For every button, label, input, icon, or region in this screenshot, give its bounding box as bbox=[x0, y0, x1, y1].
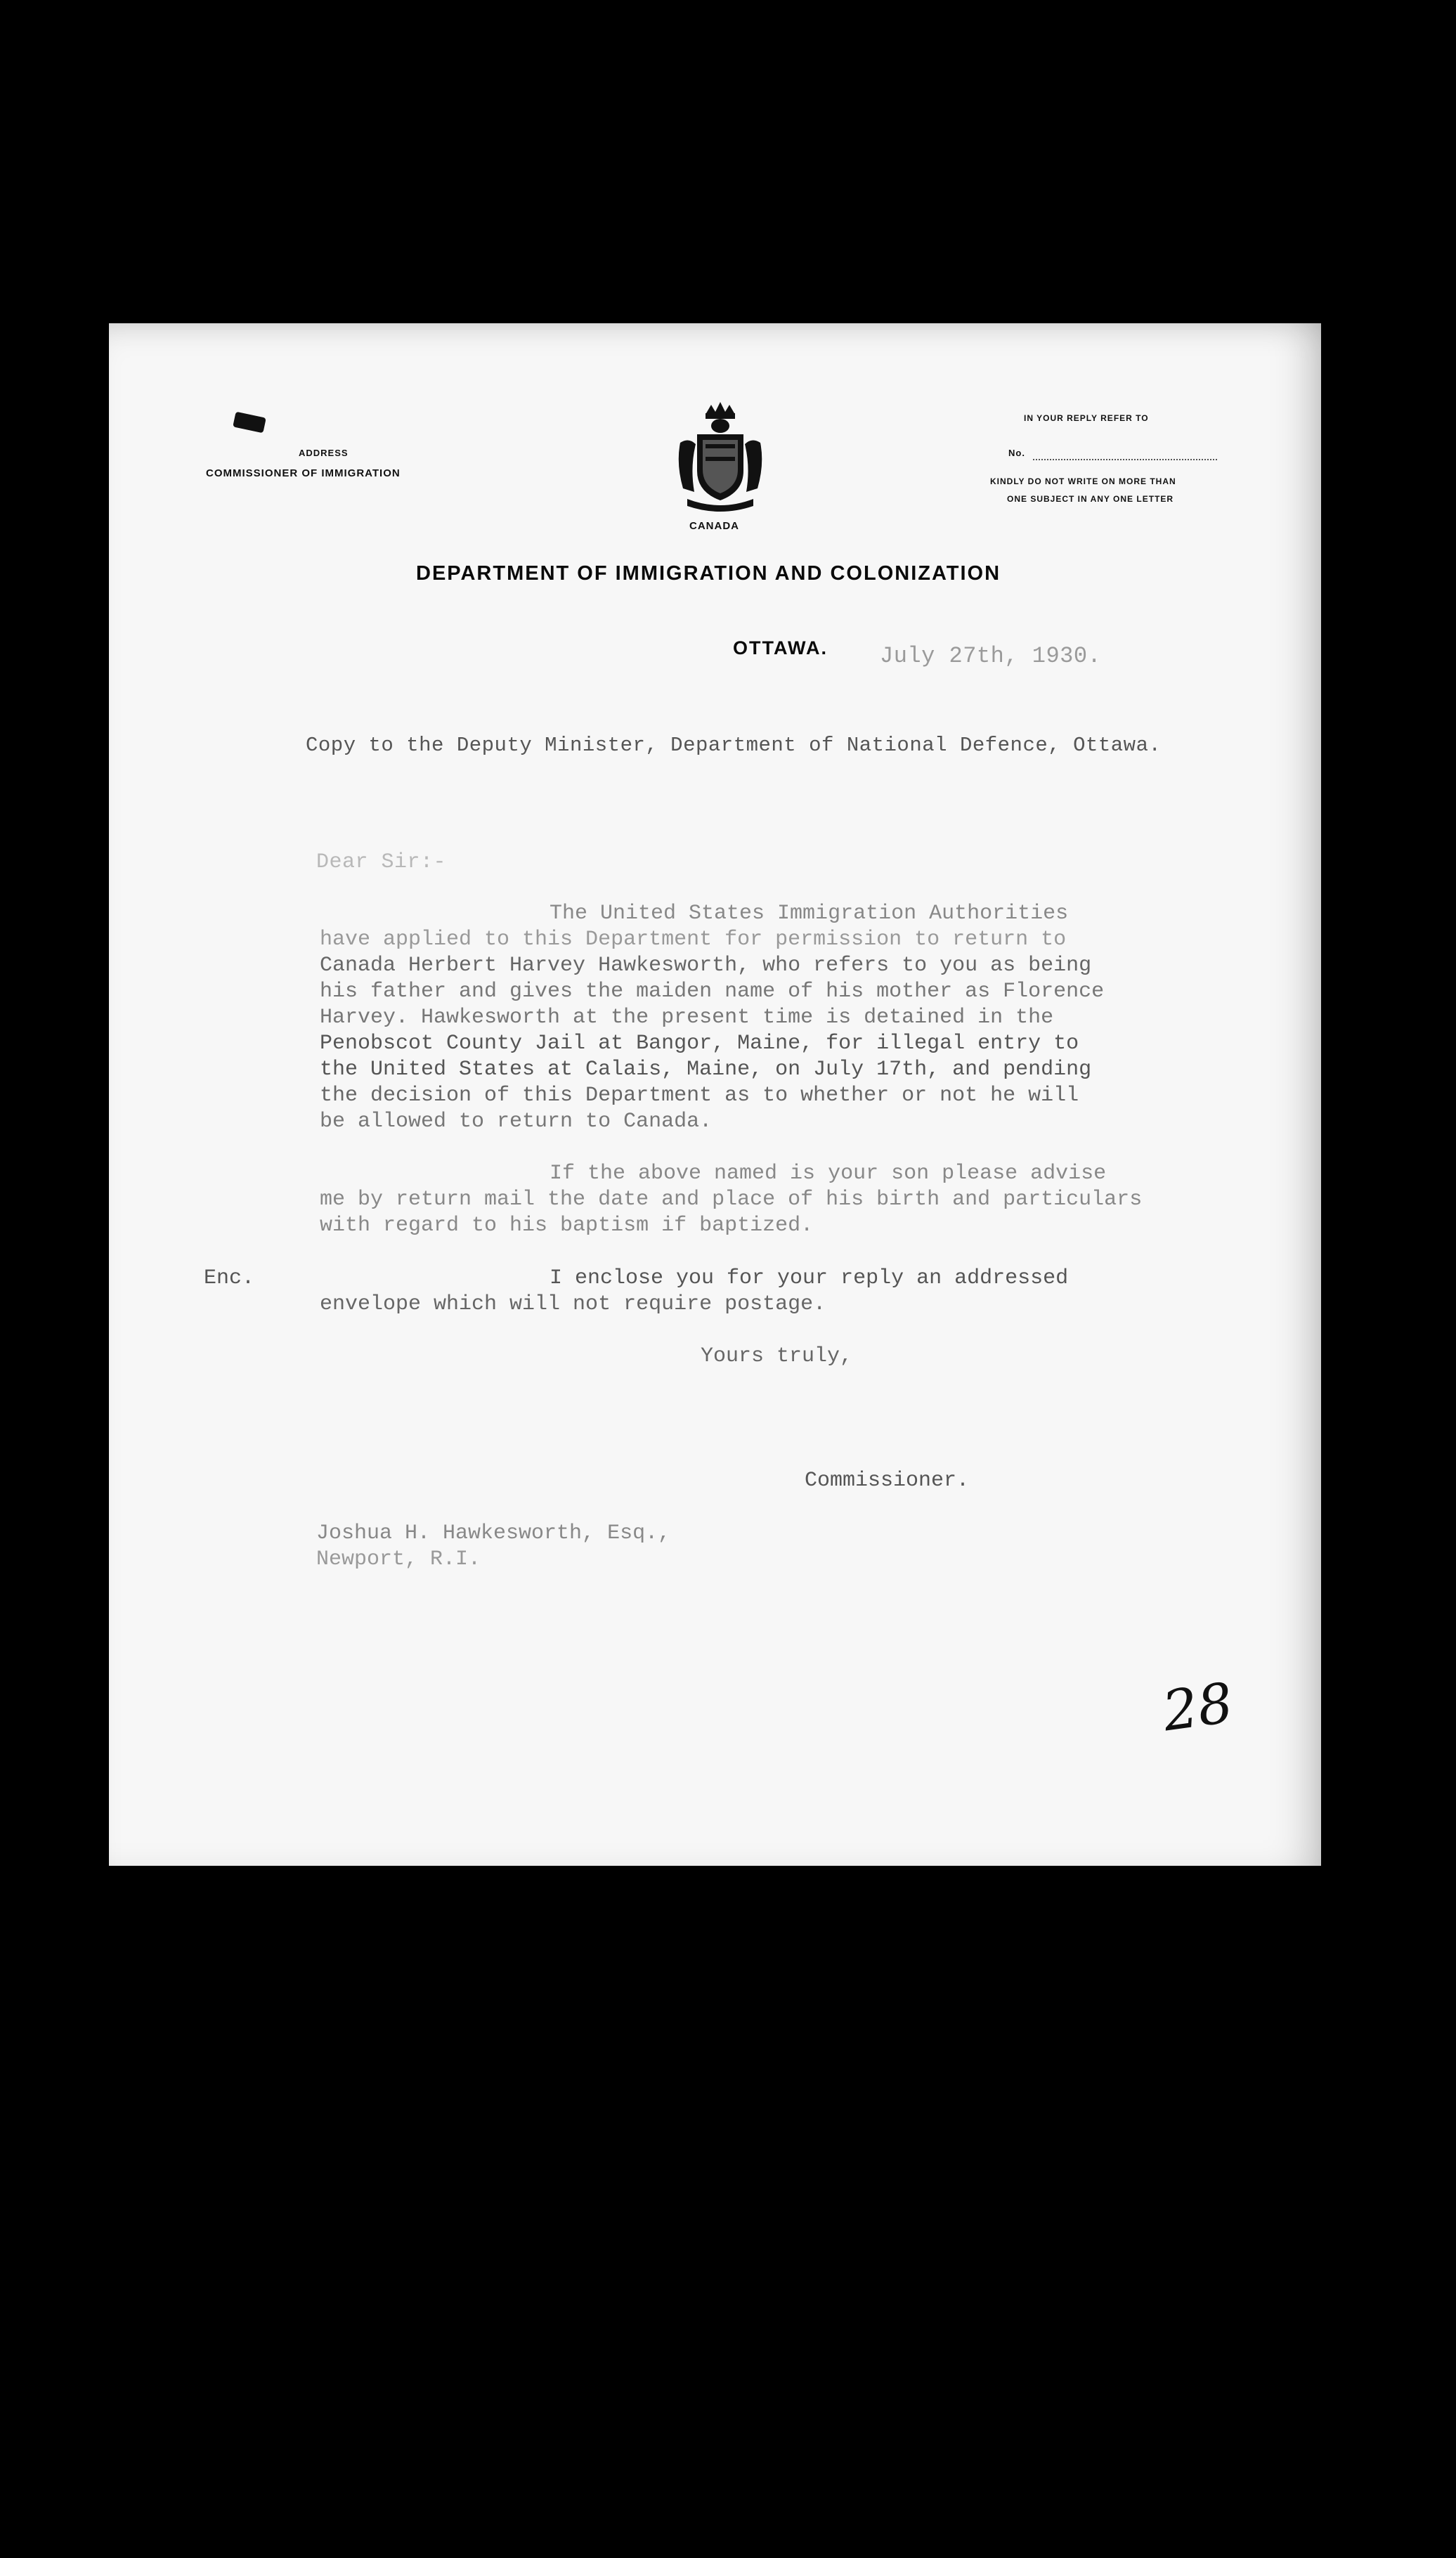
crest-caption: CANADA bbox=[689, 520, 739, 532]
coat-of-arms-icon bbox=[675, 401, 766, 513]
reply-note-2: ONE SUBJECT IN ANY ONE LETTER bbox=[1007, 494, 1174, 504]
closing: Yours truly, bbox=[701, 1344, 853, 1368]
text-line: Penobscot County Jail at Bangor, Maine, for illegal entry to bbox=[320, 1032, 1079, 1056]
recipient-name: Joshua H. Hawkesworth, Esq., bbox=[316, 1521, 671, 1545]
text-line: his father and gives the maiden name of his mother as Florence bbox=[320, 980, 1105, 1004]
text-line: with regard to his baptism if baptized. bbox=[320, 1214, 814, 1238]
text-line: Harvey. Hawkesworth at the present time is detained in the bbox=[320, 1006, 1054, 1030]
text-line: I enclose you for your reply an addressed bbox=[550, 1266, 1069, 1290]
reply-no: No. bbox=[1008, 448, 1025, 458]
page-mark: 28 bbox=[1159, 1671, 1237, 1744]
ink-mark bbox=[233, 412, 266, 434]
reply-heading: IN YOUR REPLY REFER TO bbox=[1024, 413, 1149, 423]
date: July 27th, 1930. bbox=[880, 643, 1102, 669]
department-title: DEPARTMENT OF IMMIGRATION AND COLONIZATION bbox=[416, 562, 1001, 585]
text-line: me by return mail the date and place of his birth and particulars bbox=[320, 1188, 1143, 1212]
text-line: The United States Immigration Authorities bbox=[550, 902, 1069, 926]
text-line: the United States at Calais, Maine, on July 17th, and pending bbox=[320, 1058, 1092, 1082]
text-line: have applied to this Department for permission to return to bbox=[320, 928, 1067, 952]
copy-line: Copy to the Deputy Minister, Department of National Defence, Ottawa. bbox=[306, 734, 1162, 757]
city: OTTAWA. bbox=[733, 637, 828, 658]
text-line: If the above named is your son please advise bbox=[550, 1162, 1107, 1186]
signature-title: Commissioner. bbox=[805, 1469, 970, 1493]
address-label: ADDRESS bbox=[299, 448, 349, 458]
reply-note-1: KINDLY DO NOT WRITE ON MORE THAN bbox=[990, 476, 1176, 486]
reply-no-line bbox=[1033, 459, 1217, 460]
salutation: Dear Sir:- bbox=[316, 850, 447, 874]
recipient-place: Newport, R.I. bbox=[316, 1547, 481, 1571]
text-line: Canada Herbert Harvey Hawkesworth, who refers to you as being bbox=[320, 954, 1092, 978]
text-line: envelope which will not require postage. bbox=[320, 1292, 826, 1316]
letter-sheet bbox=[109, 323, 1321, 1866]
text-line: the decision of this Department as to whether or not he will bbox=[320, 1084, 1079, 1108]
address-to: COMMISSIONER OF IMMIGRATION bbox=[206, 467, 401, 479]
text-line: be allowed to return to Canada. bbox=[320, 1110, 713, 1134]
enclosure-label: Enc. bbox=[204, 1266, 255, 1290]
